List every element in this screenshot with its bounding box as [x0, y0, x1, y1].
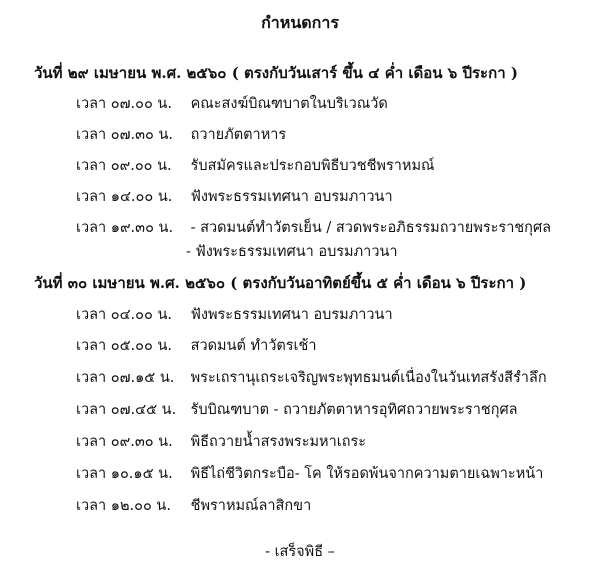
schedule-time: เวลา ๐๙.๐๐ น. [76, 158, 172, 174]
schedule-activity: ชีพราหมณ์ลาสิกขา [190, 498, 312, 514]
schedule-activity: สวดมนต์ ทำวัตรเช้า [190, 338, 317, 354]
schedule-item [76, 186, 393, 208]
schedule-item [76, 495, 311, 517]
schedule-item [76, 431, 366, 453]
schedule-time: เวลา ๑๐.๑๕ น. [76, 466, 173, 482]
schedule-time: เวลา ๐๗.๓๐ น. [76, 127, 173, 143]
schedule-sub-item: - ฟังพระธรรมเทศนา อบรมภาวนา [186, 244, 398, 260]
schedule-activity: ถวายภัตตาหาร [190, 127, 287, 143]
closing-note: - เสร็จพิธี – [265, 544, 335, 560]
schedule-item [76, 304, 393, 326]
schedule-activity: ฟังพระธรรมเทศนา อบรมภาวนา [190, 189, 393, 205]
schedule-time: เวลา ๐๔.๐๐ น. [76, 307, 172, 323]
schedule-activity: รับสมัครและประกอบพิธีบวชชีพราหมณ์ [190, 158, 435, 174]
schedule-activity: ฟังพระธรรมเทศนา อบรมภาวนา [190, 307, 393, 323]
schedule-activity: พิธีไถ่ชีวิตกระบือ- โค ให้รอดพ้นจากความตายเฉพาะหน้า [190, 466, 544, 482]
schedule-activity: พิธีถวายน้ำสรงพระมหาเถระ [190, 434, 367, 450]
schedule-activity: - สวดมนต์ทำวัตรเย็น / สวดพระอภิธรรมถวายพระราชกุศล [190, 220, 552, 236]
schedule-item [76, 463, 543, 485]
schedule-time: เวลา ๐๗.๑๕ น. [76, 370, 175, 386]
schedule-item [76, 399, 518, 421]
schedule-activity: พระเถรานุเถระเจริญพระพุทธมนต์เนื่องในวันเทสรังสีรำลึก [190, 370, 547, 386]
schedule-item [76, 124, 286, 146]
schedule-time: เวลา ๑๒.๐๐ น. [76, 498, 171, 514]
schedule-activity: คณะสงฆ์บิณฑบาตในบริเวณวัด [190, 96, 388, 112]
schedule-time: เวลา ๐๕.๐๐ น. [76, 338, 172, 354]
day-heading-2: วันที่ ๓๐ เมษายน พ.ศ. ๒๕๖๐ ( ตรงกับวันอาทิตย์ขึ้น ๕ ค่ำ เดือน ๖ ปีระกา ) [34, 274, 527, 292]
schedule-time: เวลา ๐๙.๓๐ น. [76, 434, 173, 450]
schedule-item [76, 155, 434, 177]
schedule-activity: รับบิณฑบาต - ถวายภัตตาหารอุทิศถวายพระราชกุศล [190, 402, 518, 418]
document-title: กำหนดการ [261, 13, 339, 32]
schedule-time: เวลา ๑๙.๓๐ น. [76, 220, 174, 236]
schedule-item [76, 93, 388, 115]
schedule-item [76, 217, 551, 239]
day-heading-1: วันที่ ๒๙ เมษายน พ.ศ. ๒๕๖๐ ( ตรงกับวันเสาร์ ขึ้น ๔ ค่ำ เดือน ๖ ปีระกา ) [34, 64, 518, 82]
schedule-item [76, 335, 317, 357]
schedule-time: เวลา ๑๔.๐๐ น. [76, 189, 173, 205]
schedule-time: เวลา ๐๗.๐๐ น. [76, 96, 172, 112]
schedule-item [76, 367, 547, 389]
schedule-time: เวลา ๐๗.๔๕ น. [76, 402, 177, 418]
